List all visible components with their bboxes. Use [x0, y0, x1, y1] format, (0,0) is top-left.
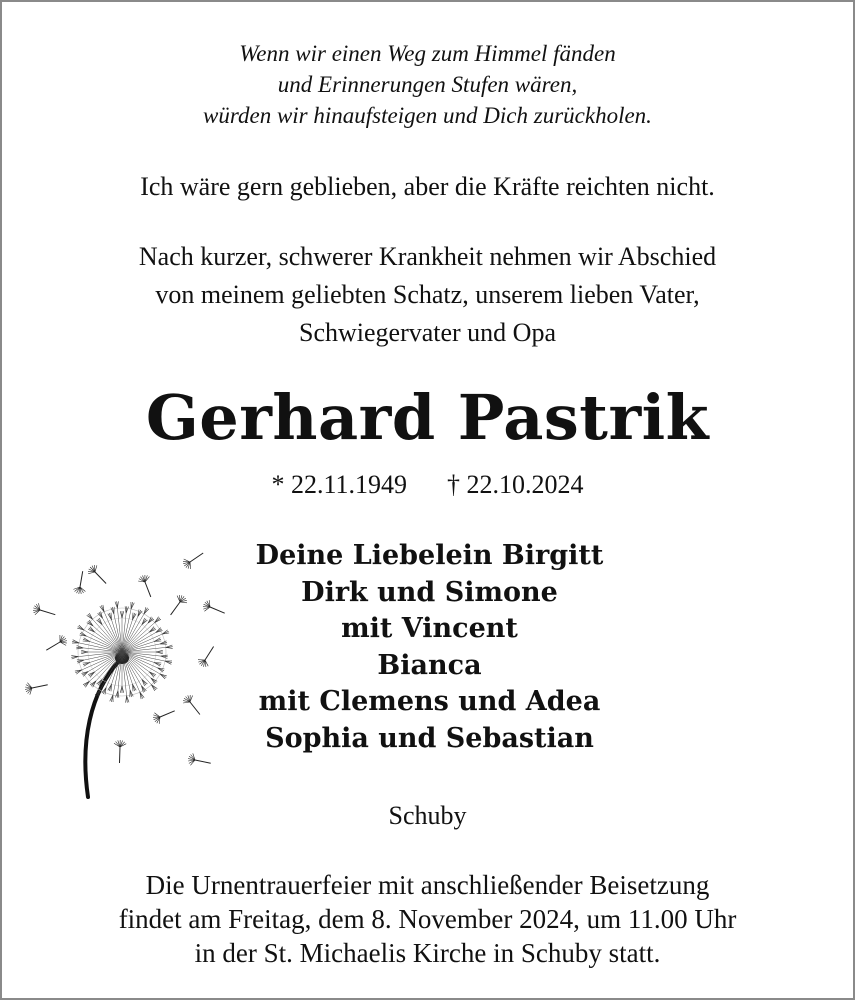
- mourner-line: Bianca: [377, 649, 482, 681]
- service-line: in der St. Michaelis Kirche in Schuby statt.: [194, 938, 661, 968]
- place: Schuby: [388, 801, 467, 830]
- life-dates: [2, 468, 853, 502]
- announcement-line: Nach kurzer, schwerer Krankheit nehmen wir Abschied: [138, 242, 717, 271]
- announcement: [2, 238, 853, 352]
- birth-date: * 22.11.1949: [271, 470, 408, 499]
- mourner-line: Deine Liebelein Birgitt: [255, 540, 604, 571]
- mourner-line: Sophia und Sebastian: [265, 722, 594, 754]
- mourner-line: mit Vincent: [341, 613, 518, 644]
- deceased-name: Gerhard Pastrik: [145, 381, 710, 454]
- service-line: Die Urnentrauerfeier mit anschließender Beisetzung: [145, 870, 710, 900]
- poem-line: Wenn wir einen Weg zum Himmel fänden: [239, 41, 616, 66]
- announcement-line: Schwiegervater und Opa: [298, 318, 557, 347]
- poem-line: und Erinnerungen Stufen wären,: [277, 72, 578, 97]
- intro-text: Ich wäre gern geblieben, aber die Kräfte reichten nicht.: [140, 172, 715, 201]
- poem: [2, 38, 853, 131]
- poem-line: würden wir hinaufsteigen und Dich zurückholen.: [203, 103, 652, 128]
- mourners-list: [202, 538, 657, 757]
- service-line: findet am Freitag, dem 8. November 2024, um 11.00 Uhr: [118, 904, 737, 934]
- mourner-line: mit Clemens und Adea: [258, 686, 601, 717]
- mourner-line: Dirk und Simone: [301, 576, 558, 608]
- announcement-line: von meinem geliebten Schatz, unserem lieben Vater,: [155, 280, 700, 309]
- service-info: [2, 868, 853, 970]
- death-date: † 22.10.2024: [447, 470, 584, 499]
